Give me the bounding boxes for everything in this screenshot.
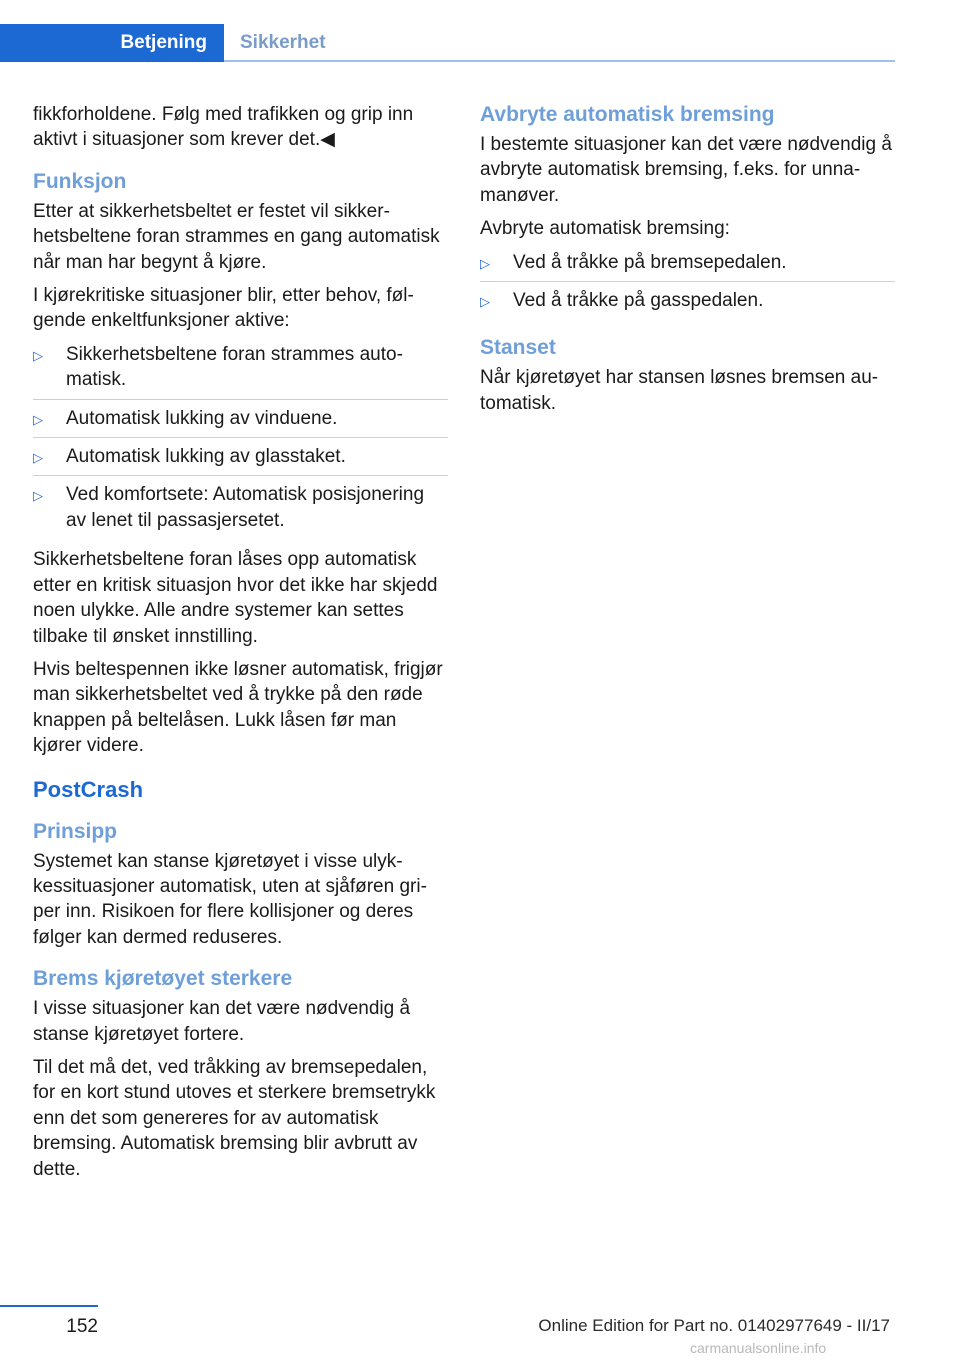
triangle-bullet-icon: ▷ [33,450,43,466]
funksjon-list [33,342,448,539]
list-item: ▷ Sikkerhetsbeltene foran strammes automatisk. [33,342,448,400]
triangle-bullet-icon: ▷ [33,347,43,363]
edition-label: Online Edition for Part no. 01402977649 - II/17 [538,1316,890,1335]
heading-stanset: Stanset [480,336,556,360]
list-item: ▷ Automatisk lukking av vinduene. [33,400,448,438]
prinsipp-paragraph: Systemet kan stanse kjøretøyet i visse ulykkessituasjoner automatisk, uten at sjåføren griper inn. Risikoen for flere kollisjoner og deres følger kan dermed reduseres. [33,850,427,948]
funksjon-paragraph-4: Hvis beltespennen ikke løsner automatisk, frigjør man sikkerhetsbeltet ved å trykke på den røde knappen på beltelåsen. Lukk låsen før man kjører videre. [33,658,443,757]
heading-brems: Brems kjøretøyet sterkere [33,967,293,991]
footer-rule [0,1305,98,1307]
page-header [0,0,895,62]
heading-prinsipp: Prinsipp [33,819,118,843]
heading-postcrash: PostCrash [33,776,144,802]
brems-paragraph-1: I visse situasjoner kan det være nødvendig å stanse kjøretøyet fortere. [33,998,411,1045]
triangle-bullet-icon: ▷ [480,294,490,310]
page-number: 152 [66,1316,98,1337]
triangle-bullet-icon: ▷ [33,488,43,504]
list-item: ▷ Ved komfortsete: Automatisk posisjonering av lenet til passasjersetet. [33,484,425,531]
header-rule [224,60,895,62]
stanset-paragraph: Når kjøretøyet har stansen løsnes bremsen automatisk. [480,367,879,414]
heading-funksjon: Funksjon [33,169,127,193]
list-item: ▷ Ved å tråkke på bremsepedalen. [480,250,895,282]
list-item: ▷ Ved å tråkke på gasspedalen. [480,282,895,319]
triangle-bullet-icon: ▷ [480,255,490,271]
funksjon-paragraph-3: Sikkerhetsbeltene foran låses opp automatisk etter en kritisk situasjon hvor det ikke har skjedd noen ulykke. Alle andre systemer kan settes tilbake til ønsket innstilling. [33,549,438,647]
watermark: carmanualsonline.info [690,1340,827,1356]
funksjon-paragraph-2: I kjørekritiske situasjoner blir, etter behov, følgende enkeltfunksjoner aktive: [33,285,414,332]
list-item: ▷ Automatisk lukking av glasstaket. [33,438,448,476]
right-column [480,102,895,424]
avbryte-paragraph-1: I bestemte situasjoner kan det være nødvendig å avbryte automatisk bremsing, f.eks. for unnamanøver. [480,134,892,206]
triangle-bullet-icon: ▷ [33,411,43,427]
left-column [33,102,448,1190]
tab-sikkerhet: Sikkerhet [240,32,326,53]
heading-avbryte: Avbryte automatisk bremsing [480,103,775,126]
intro-paragraph: fikkforholdene. Følg med trafikken og grip inn aktivt i situasjoner som krever det.◀ [33,104,414,151]
tab-betjening: Betjening [0,24,224,62]
funksjon-paragraph-1: Etter at sikkerhetsbeltet er festet vil sikkerhetsbeltene foran strammes en gang automatisk når man har begynt å kjøre. [33,200,440,273]
avbryte-paragraph-2: Avbryte automatisk bremsing: [480,218,730,240]
avbryte-list [480,250,895,320]
brems-paragraph-2: Til det må det, ved tråkking av bremsepedalen, for en kort stund utoves et sterkere bremsetrykk enn det som genereres for av automatisk bremsing. Automatisk bremsing blir avbrutt av dette. [33,1056,436,1180]
